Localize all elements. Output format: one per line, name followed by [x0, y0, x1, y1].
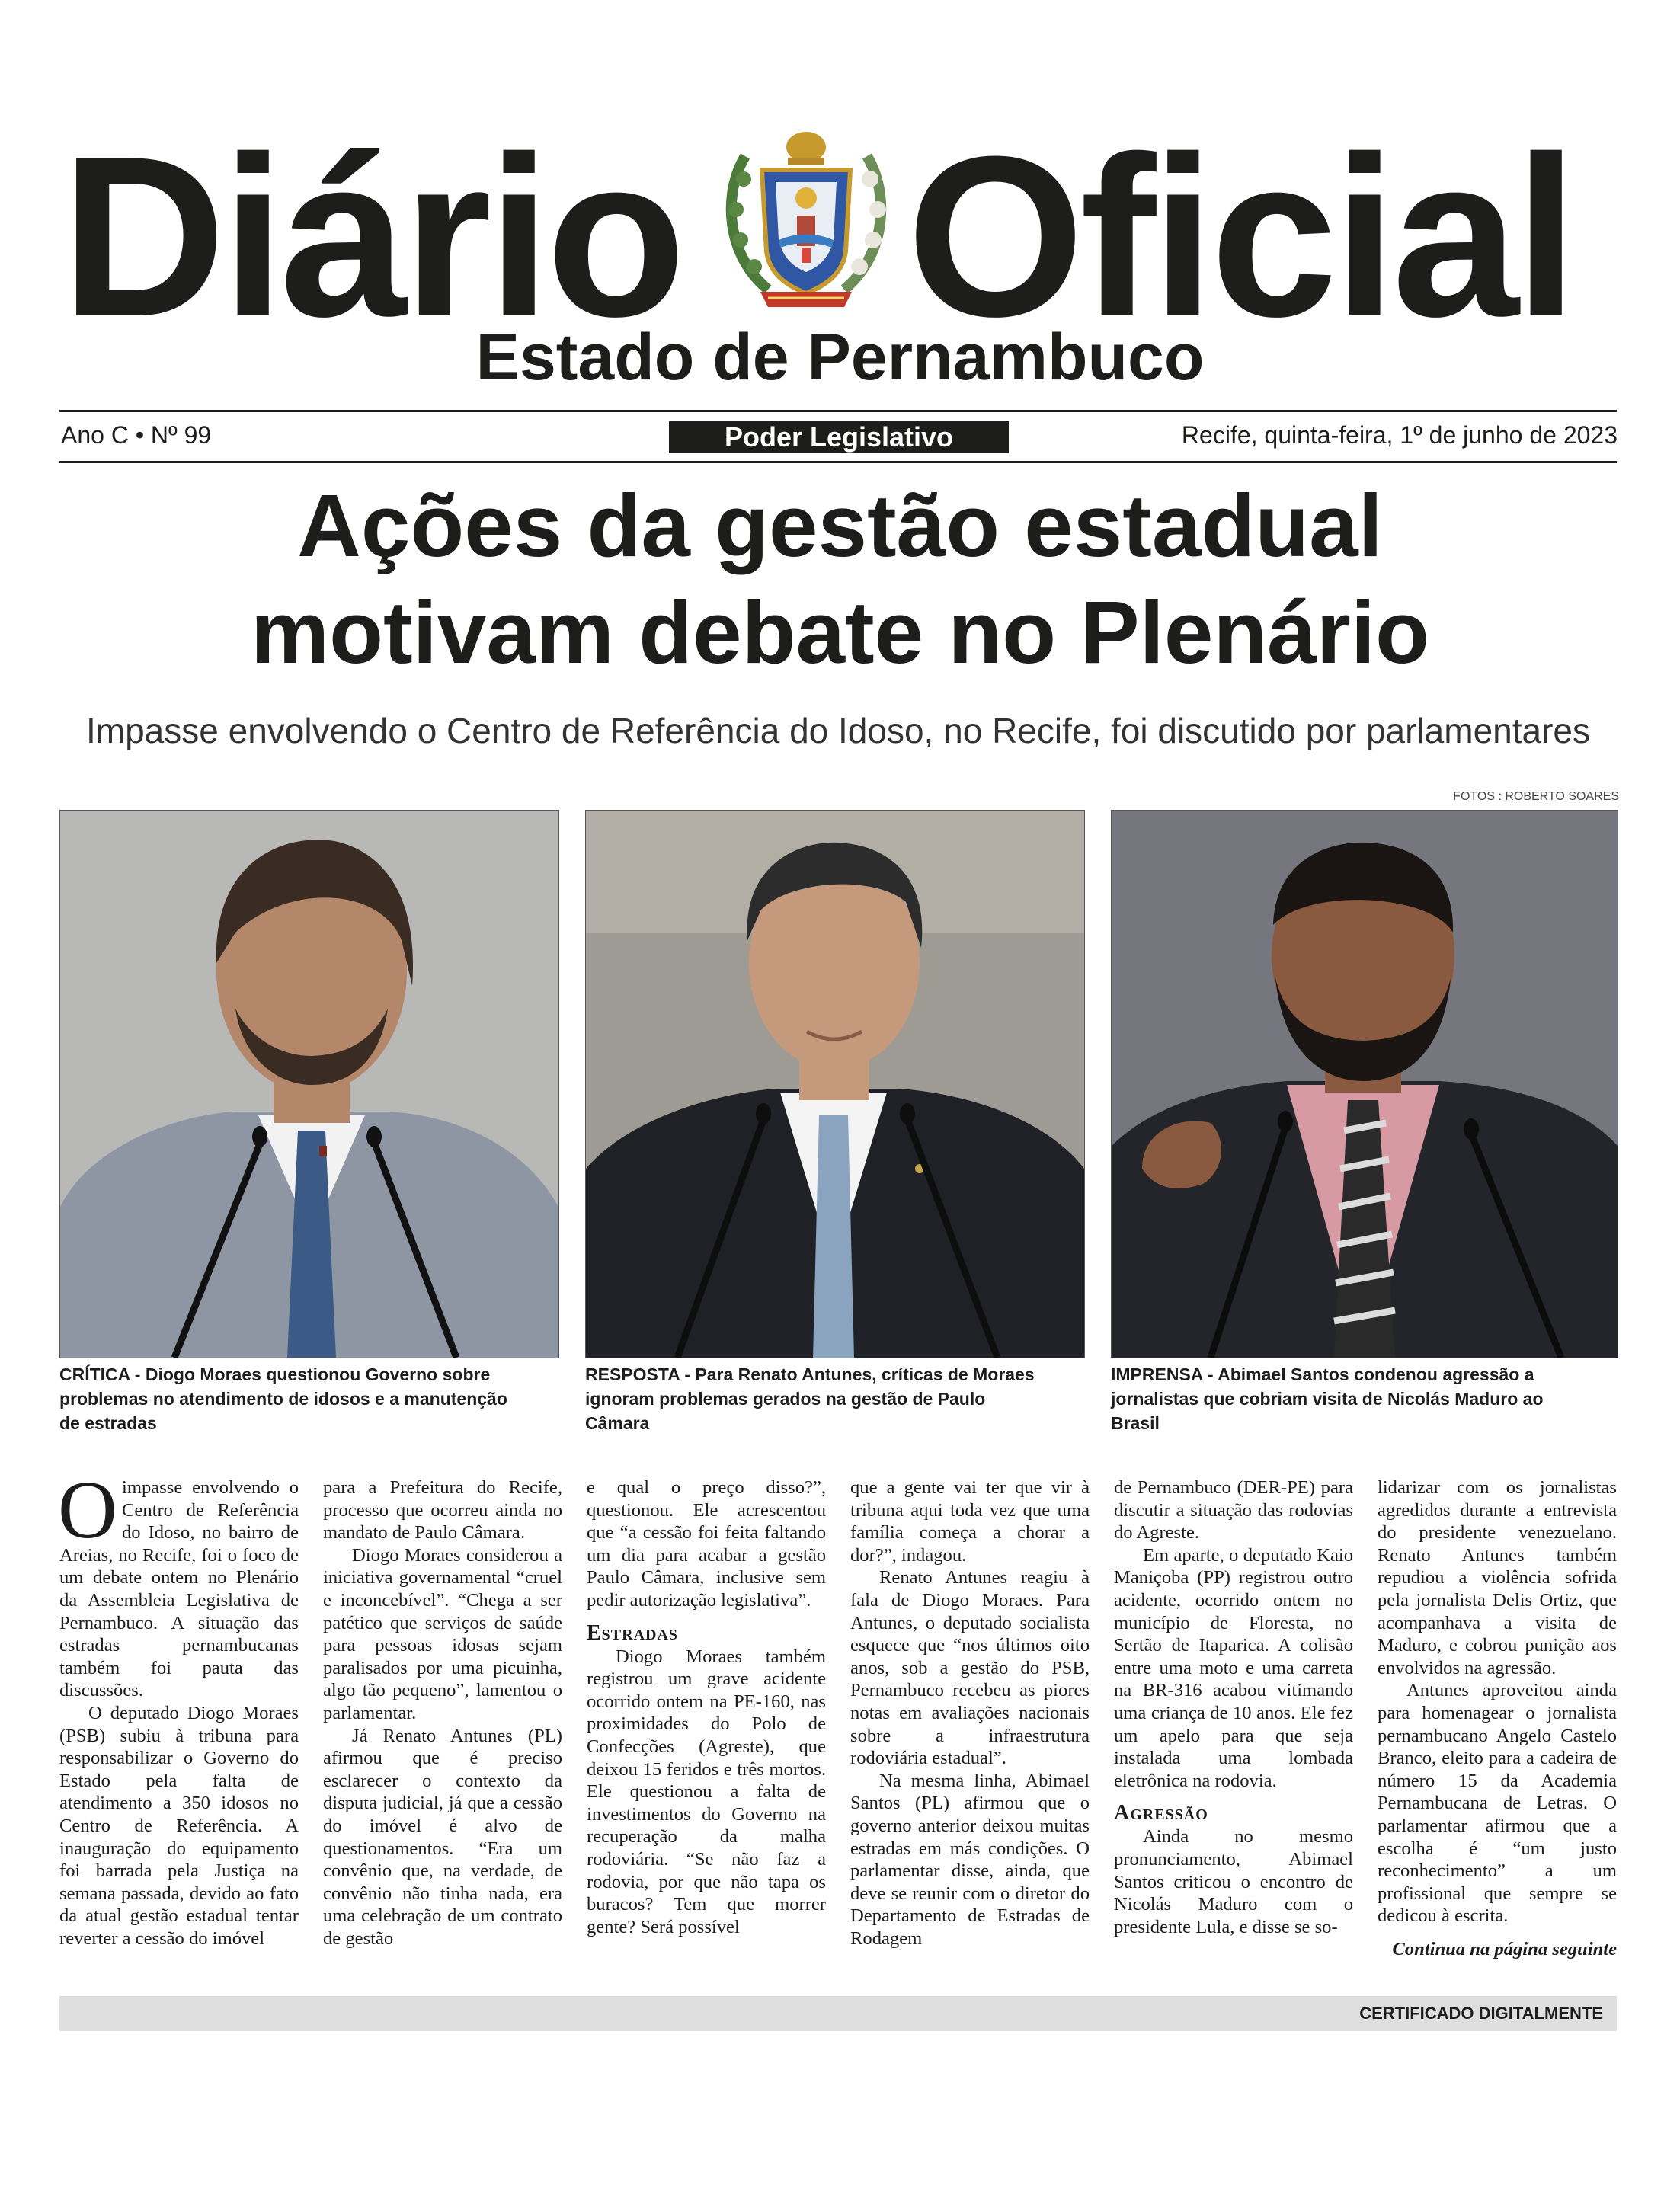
article-paragraph: Diogo Moraes também registrou um grave acidente ocorrido ontem na PE-160, nas proximidades do Polo de Confecções (Agreste), que deixou 15 feridos e três mortos. Ele questionou a falta de investimentos do Governo na recuperação da malha rodoviária. “Se não faz a rodovia, por que não tapa os buracos? Tem que morrer gente? Será possível	[587, 1646, 826, 1937]
drop-cap: O	[58, 1465, 117, 1556]
article-column-2	[323, 1476, 562, 1950]
section-heading-estradas: Estradas	[587, 1620, 679, 1645]
masthead-title-left: Diário	[61, 108, 682, 364]
article-paragraph: Na mesma linha, Abimael Santos (PL) afirmou que o governo anterior deixou muitas estradas em más condições. O parlamentar disse, ainda, que deve se reunir com o diretor do Departamento de Estradas de Rodagem	[850, 1770, 1090, 1949]
masthead-bottom-rule	[59, 461, 1617, 463]
article-paragraph: Já Renato Antunes (PL) afirmou que é preciso esclarecer o contexto da disputa judicial, já que a cessão do imóvel é alvo de questionamentos. “Era um convênio que, na verdade, de convênio não tinha nada, era uma celebração de um contrato de gestão	[323, 1725, 562, 1949]
article-column-3	[587, 1476, 826, 1938]
section-heading-agressao: Agressão	[1114, 1801, 1208, 1825]
article-paragraph: para a Prefeitura do Recife, processo que ocorreu ainda no mandato de Paulo Câmara.	[323, 1477, 562, 1544]
photo-abimael-santos	[1111, 810, 1618, 1358]
headline	[0, 472, 1680, 686]
article-column-5	[1114, 1476, 1353, 1938]
article-paragraph: Em aparte, o deputado Kaio Maniçoba (PP) registrou outro acidente, ocorrido ontem no município de Floresta, no Sertão de Itaparica. A colisão entre uma moto e uma carreta na BR-316 acabou vitimando uma criança de 10 anos. Ele fez um apelo para que seja instalada uma lombada eletrônica na rodovia.	[1114, 1544, 1353, 1791]
digital-certificate-label: CERTIFICADO DIGITALMENTE	[1359, 2004, 1603, 2023]
article-column-6	[1378, 1476, 1617, 1960]
photo-diogo-moraes	[59, 810, 559, 1358]
article-paragraph: Oimpasse envolvendo o Centro de Referência do Idoso, no bairro de Areias, no Recife, foi o foco de um debate ontem no Plenário da Assembleia Legislativa de Pernambuco. A situação das estradas pernambucanas também foi pauta das discussões.	[58, 1465, 299, 1701]
photo-credit: FOTOS : ROBERTO SOARES	[1453, 790, 1619, 803]
date-line: Recife, quinta-feira, 1º de junho de 2023	[1181, 421, 1618, 449]
article-paragraph: Ainda no mesmo pronunciamento, Abimael Santos criticou o encontro de Nicolás Maduro com o presidente Lula, e disse se so-	[1114, 1826, 1353, 1937]
masthead-top-rule	[59, 410, 1617, 412]
article-paragraph: lidarizar com os jornalistas agredidos durante a entrevista do presidente venezuelano. Renato Antunes também repudiou a violência sofrida pela jornalista Delis Ortiz, que acompanhava a visita de Maduro, e cobrou punição aos envolvidos na agressão.	[1378, 1477, 1617, 1678]
article-column-4	[850, 1476, 1090, 1950]
headline-line-2: motivam debate no Plenário	[250, 583, 1430, 682]
article-column-1	[58, 1465, 299, 1950]
footer-bar	[59, 1996, 1617, 2031]
pernambuco-coat-of-arms-icon	[715, 126, 898, 316]
masthead-title-right: Oficial	[907, 108, 1573, 364]
section-badge: Poder Legislativo	[669, 421, 1009, 453]
article-paragraph: de Pernambuco (DER-PE) para discutir a situação das rodovias do Agreste.	[1114, 1477, 1353, 1544]
article-paragraph: que a gente vai ter que vir à tribuna aqui toda vez que uma família começa a chorar a dor?”, indagou.	[850, 1477, 1090, 1566]
article-paragraph: Renato Antunes reagiu à fala de Diogo Moraes. Para Antunes, o deputado socialista esquece que “nos últimos oito anos, sob a gestão do PSB, Pernambuco recebeu as piores notas em avaliações nacionais sobre a infraestrutura rodoviária estadual”.	[850, 1567, 1090, 1769]
article-paragraph: Diogo Moraes considerou a iniciativa governamental “cruel e inconcebível”. “Chega a ser patético que serviços de saúde para pessoas idosas sejam paralisados por uma picuinha, algo tão pequeno”, lamentou o parlamentar.	[323, 1544, 562, 1723]
article-paragraph: O deputado Diogo Moraes (PSB) subiu à tribuna para responsabilizar o Governo do Estado pela falta de atendimento a 350 idosos no Centro de Referência. A inauguração do equipamento foi barrada pela Justiça na semana passada, devido ao fato da atual gestão estadual tentar reverter a cessão do imóvel	[59, 1702, 299, 1949]
subheadline: Impasse envolvendo o Centro de Referência do Idoso, no Recife, foi discutido por parlamentares	[85, 711, 1591, 750]
photo-caption-2: RESPOSTA - Para Renato Antunes, críticas de Moraes ignoram problemas gerados na gestão de Paulo Câmara	[585, 1364, 1035, 1433]
photo-renato-antunes	[585, 810, 1085, 1358]
continued-note: Continua na página seguinte	[1392, 1938, 1617, 1959]
photo-caption-3: IMPRENSA - Abimael Santos condenou agressão a jornalistas que cobriam visita de Nicolás Maduro ao Brasil	[1111, 1364, 1544, 1433]
edition-number: Ano C • Nº 99	[61, 421, 212, 449]
photo-caption-1: CRÍTICA - Diogo Moraes questionou Governo sobre problemas no atendimento de idosos e a manutenção de estradas	[59, 1364, 507, 1433]
headline-line-1: Ações da gestão estadual	[297, 476, 1383, 575]
masthead-subtitle: Estado de Pernambuco	[475, 321, 1205, 394]
article-paragraph: Antunes aproveitou ainda para homenagear o jornalista pernambucano Angelo Castelo Branco, eleito para a cadeira de número 15 da Academia Pernambucana de Letras. O parlamentar afirmou que a escolha é “um justo reconhecimento” a um profissional que sempre se dedicou à escrita.	[1378, 1680, 1617, 1927]
article-paragraph: e qual o preço disso?”, questionou. Ele acrescentou que “a cessão foi feita faltando um dia para acabar a gestão Paulo Câmara, inclusive sem pedir autorização legislativa”.	[587, 1477, 826, 1611]
